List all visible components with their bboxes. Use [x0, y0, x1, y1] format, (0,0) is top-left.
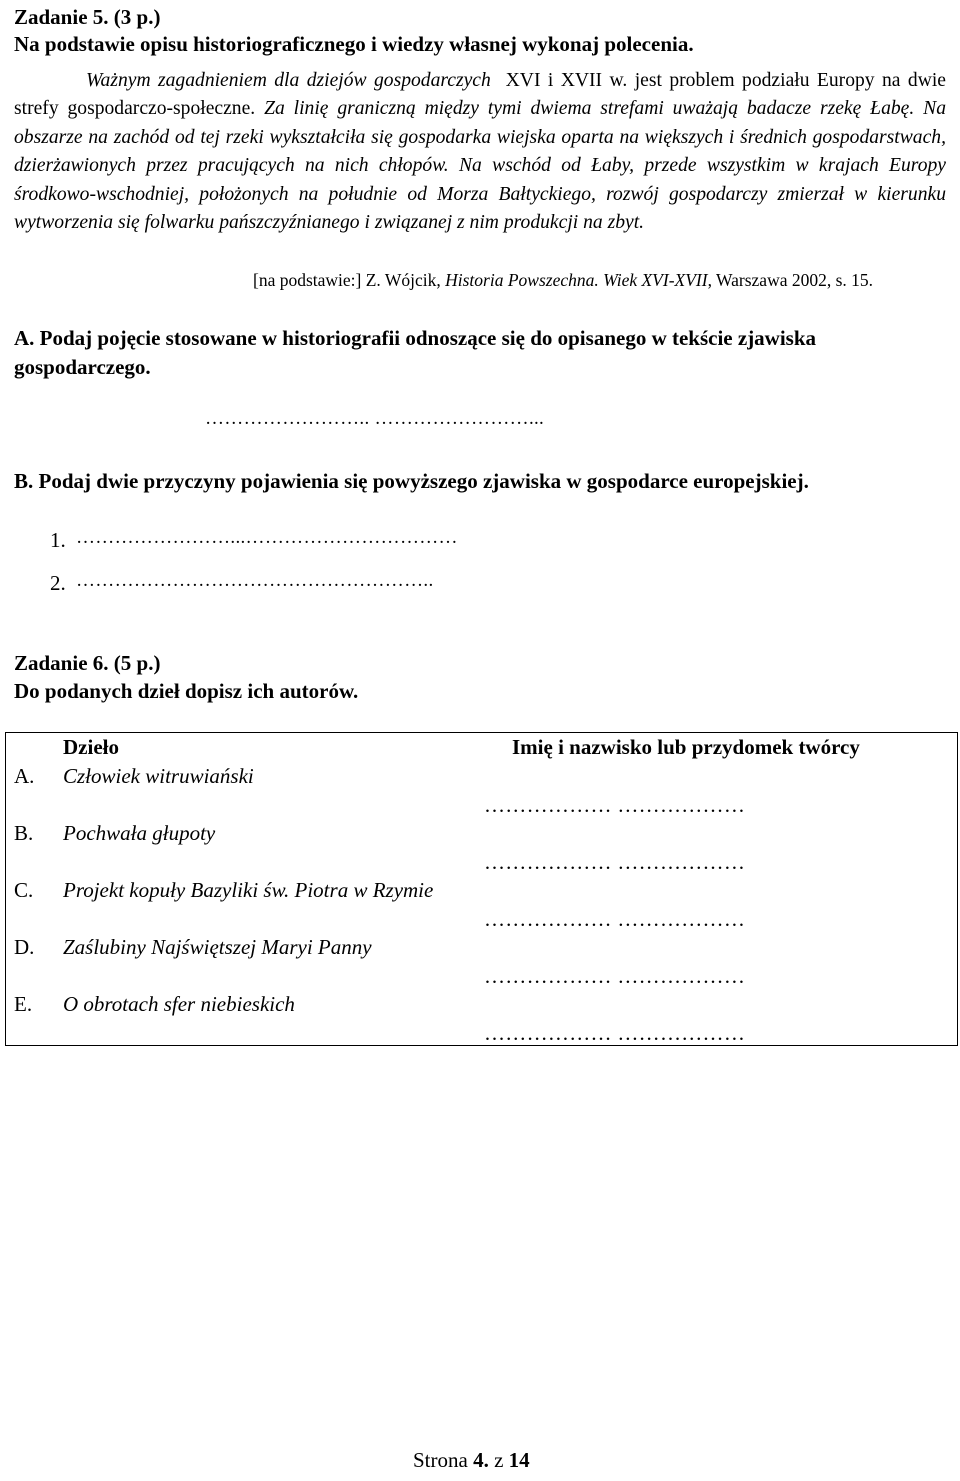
part-a-question: [14, 324, 946, 382]
historiographic-text: [14, 67, 946, 237]
part-a-answer-line[interactable]: …………………….. ……………………...: [205, 408, 545, 429]
answer-1-line[interactable]: ……………………...……………………………: [76, 527, 458, 548]
source-citation: [253, 269, 873, 291]
row-answer[interactable]: ……………… ………………: [484, 850, 746, 874]
answer-2-label: 2.: [50, 571, 66, 595]
header-author: Imię i nazwisko lub przydomek twórcy: [512, 735, 860, 759]
header-work: Dzieło: [63, 735, 119, 759]
text-part-4: Za linię graniczną między tymi dwiema strefami uważają badacze rzekę Łabę. Na obszarze na zachód od tej rzeki wykształciła się gospodarka wiejska oparta na większych i średnich gospodarstwach, dzierżawionych przez pracujących na nich chłopów. Na wschód od Łaby, przede wszystkim w krajach Europy środkowo-wschodniej, położonych na południe od Morza Bałtyckiego, rozwój gospodarczy zmierzał w kierunku wytworzenia się folwarku pańszczyźnianego i związanej z nim produkcji na zbyt.: [14, 98, 946, 234]
row-label: E.: [14, 992, 33, 1016]
text-part-3: jest problem podziału Europy na dwie strefy gospodarczo-społeczne.: [14, 70, 947, 120]
row-answer[interactable]: ……………… ………………: [484, 907, 746, 931]
part-b-question: [14, 468, 809, 494]
part-b-text: Podaj dwie przyczyny pojawienia się powyższego zjawiska w gospodarce europejskiej.: [38, 469, 809, 493]
answer-1-label: 1.: [50, 528, 66, 552]
text-part-1: Ważnym zagadnieniem dla dziejów gospodarczych: [86, 70, 491, 91]
page-total: 14: [508, 1448, 530, 1472]
row-work: O obrotach sfer niebieskich: [63, 992, 295, 1016]
table-border-bottom: [5, 1045, 958, 1046]
table-border-right: [957, 732, 958, 1046]
row-work: Pochwała głupoty: [63, 821, 216, 845]
row-answer[interactable]: ……………… ………………: [484, 964, 746, 988]
part-b-label: B.: [14, 469, 34, 493]
source-title: Historia Powszechna. Wiek XVI-XVII: [445, 270, 708, 290]
page-of: z: [494, 1448, 504, 1472]
task5-instruction: Na podstawie opisu historiograficznego i wiedzy własnej wykonaj polecenia.: [14, 32, 694, 56]
page-prefix: Strona: [413, 1448, 468, 1472]
task5-title: Zadanie 5. (3 p.): [14, 5, 161, 29]
row-work: Zaślubiny Najświętszej Maryi Panny: [63, 935, 372, 959]
task6-title: Zadanie 6. (5 p.): [14, 651, 161, 675]
row-label: C.: [14, 878, 34, 902]
page-number: 4.: [473, 1448, 489, 1472]
part-a-label: A.: [14, 326, 35, 350]
row-label: A.: [14, 764, 35, 788]
table-border-left: [5, 732, 6, 1046]
row-work: Człowiek witruwiański: [63, 764, 254, 788]
table-border-top: [5, 732, 958, 733]
source-prefix: [na podstawie:] Z. Wójcik,: [253, 270, 441, 290]
row-label: B.: [14, 821, 34, 845]
row-answer[interactable]: ……………… ………………: [484, 1021, 746, 1045]
source-suffix: , Warszawa 2002, s. 15.: [707, 270, 874, 290]
row-work: Projekt kopuły Bazyliki św. Piotra w Rzymie: [63, 878, 434, 902]
task6-instruction: Do podanych dzieł dopisz ich autorów.: [14, 679, 359, 703]
part-a-text: Podaj pojęcie stosowane w historiografii odnoszące się do opisanego w tekście zjawiska gospodarczego.: [14, 326, 817, 379]
text-part-2: XVI i XVII w.: [505, 70, 628, 91]
answer-2-line[interactable]: ………………………………………………..: [76, 570, 434, 591]
row-answer[interactable]: ……………… ………………: [484, 793, 746, 817]
row-label: D.: [14, 935, 35, 959]
page-footer: [413, 1448, 530, 1473]
